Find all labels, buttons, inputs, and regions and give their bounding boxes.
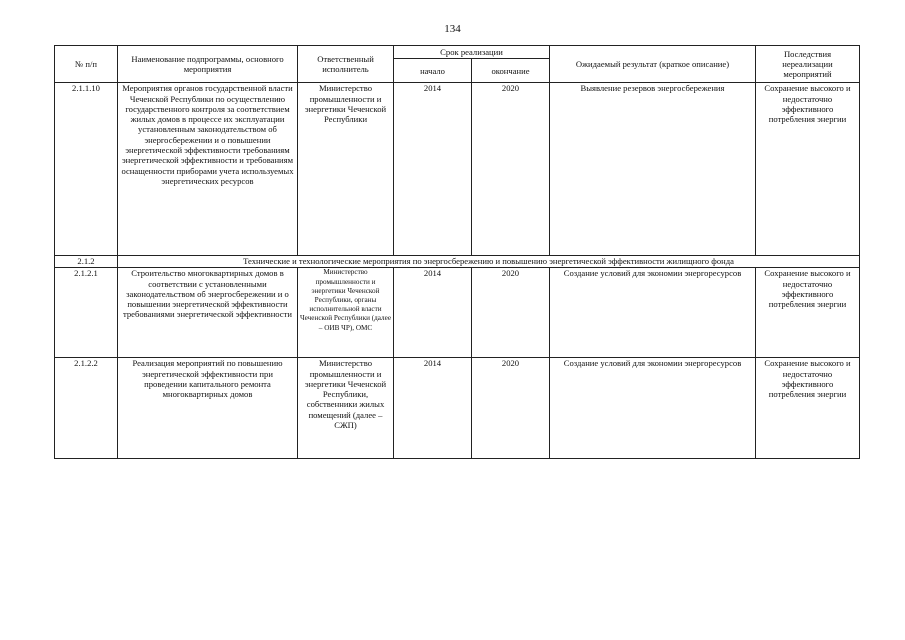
section-row: [55, 256, 860, 268]
row-start: 2014: [394, 83, 472, 256]
header-result: Ожидаемый результат (краткое описание): [550, 46, 756, 83]
header-term: Срок реализации: [394, 46, 550, 59]
row-name: Строительство многоквартирных домов в соответствии с установленными законодательством об энергосбережении и о повышении энергетической эффективности требованиями энергетической эффективности: [118, 268, 298, 358]
row-name: Мероприятия органов государственной власти Чеченской Республики по осуществлению государственного контроля за соответствием жилых домов в процессе их эксплуатации установленным законодательством об энергосбережении и о повышении энергетической эффективности требованиям энергетической эффективности и требованиям оснащенности приборами учета используемых энергетических ресурсов: [118, 83, 298, 256]
page-number: 134: [444, 23, 461, 35]
header-name: Наименование подпрограммы, основного мероприятия: [118, 46, 298, 83]
row-end: 2020: [472, 268, 550, 358]
row-consequences: Сохранение высокого и недостаточно эффективного потребления энергии: [756, 83, 860, 256]
row-num: 2.1.1.10: [55, 83, 118, 256]
table-row: [55, 358, 860, 459]
section-title: Технические и технологические мероприятия по энергосбережению и повышению энергетической эффективности жилищного фонда: [118, 256, 860, 268]
section-num: 2.1.2: [55, 256, 118, 268]
row-start: 2014: [394, 358, 472, 459]
row-num: 2.1.2.1: [55, 268, 118, 358]
header-end: окончание: [472, 59, 550, 83]
row-end: 2020: [472, 83, 550, 256]
row-consequences: Сохранение высокого и недостаточно эффективного потребления энергии: [756, 268, 860, 358]
row-consequences: Сохранение высокого и недостаточно эффективного потребления энергии: [756, 358, 860, 459]
row-start: 2014: [394, 268, 472, 358]
table-row: [55, 268, 860, 358]
row-name: Реализация мероприятий по повышению энергетической эффективности при проведении капитального ремонта многоквартирных домов: [118, 358, 298, 459]
header-num: № п/п: [55, 46, 118, 83]
header-consequences: Последствия нереализации мероприятий: [756, 46, 860, 83]
row-executor: Министерство промышленности и энергетики Чеченской Республики, органы исполнительной власти Чеченской Республики (далее – ОИВ ЧР), ОМС: [298, 268, 394, 358]
row-num: 2.1.2.2: [55, 358, 118, 459]
header-start: начало: [394, 59, 472, 83]
row-result: Выявление резервов энергосбережения: [550, 83, 756, 256]
row-result: Создание условий для экономии энергоресурсов: [550, 268, 756, 358]
row-executor: Министерство промышленности и энергетики Чеченской Республики: [298, 83, 394, 256]
row-end: 2020: [472, 358, 550, 459]
row-result: Создание условий для экономии энергоресурсов: [550, 358, 756, 459]
table-row: [55, 83, 860, 256]
header-executor: Ответственный исполнитель: [298, 46, 394, 83]
row-executor: Министерство промышленности и энергетики Чеченской Республики, собственники жилых помещений (далее – СЖП): [298, 358, 394, 459]
program-measures-table: [54, 45, 860, 459]
